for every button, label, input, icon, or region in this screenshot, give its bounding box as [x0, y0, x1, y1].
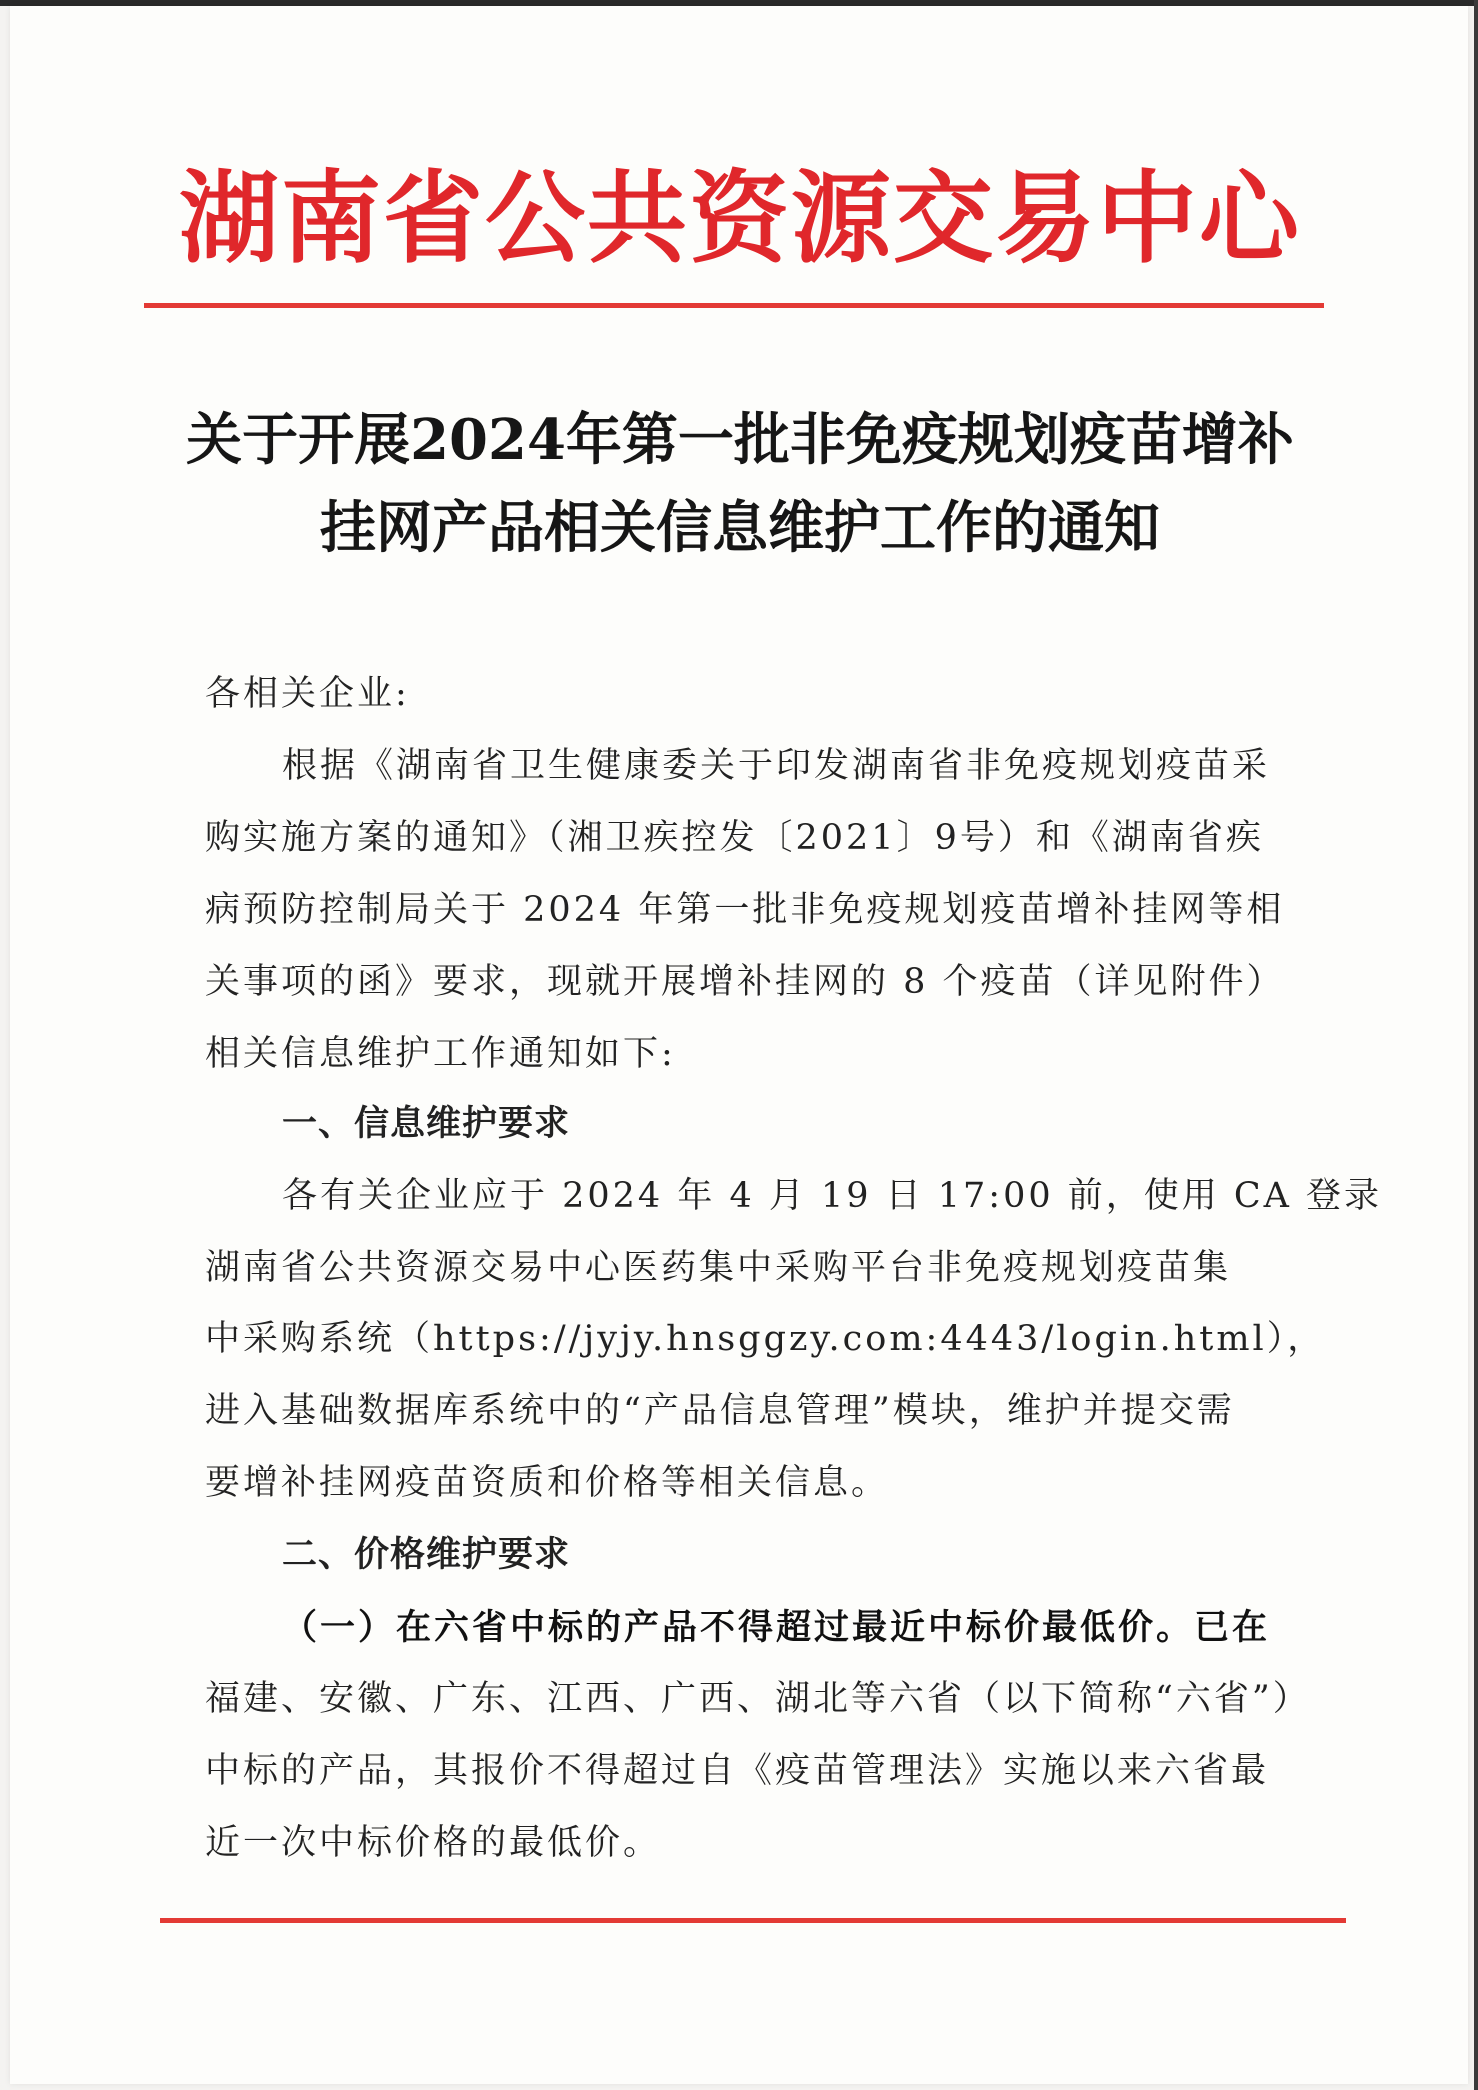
footer-red-rule	[160, 1918, 1346, 1923]
section-1-heading: 一、信息维护要求	[282, 1104, 571, 1144]
paragraph-1-line: 相关信息维护工作通知如下:	[205, 1034, 676, 1074]
paragraph-3-line: 近一次中标价格的最低价。	[205, 1823, 662, 1863]
paragraph-2-line: 中采购系统（https://jyjy.hnsggzy.com:4443/login.html），	[205, 1319, 1326, 1359]
paragraph-1-line: 病预防控制局关于 2024 年第一批非免疫规划疫苗增补挂网等相	[205, 890, 1285, 930]
scan-edge-right	[1474, 0, 1478, 2090]
paragraph-3-line: 中标的产品，其报价不得超过自《疫苗管理法》实施以来六省最	[205, 1751, 1270, 1791]
paragraph-2-line: 湖南省公共资源交易中心医药集中采购平台非免疫规划疫苗集	[205, 1248, 1232, 1288]
paragraph-2-line: 各有关企业应于 2024 年 4 月 19 日 17:00 前，使用 CA 登录	[282, 1176, 1383, 1216]
document-title-line-2: 挂网产品相关信息维护工作的通知	[320, 495, 1160, 561]
letterhead-red-rule	[144, 303, 1324, 308]
salutation: 各相关企业:	[205, 674, 410, 714]
paragraph-3-line: （一）在六省中标的产品不得超过最近中标价最低价。已在	[282, 1607, 1271, 1648]
letterhead-org-name: 湖南省公共资源交易中心	[179, 159, 1301, 277]
paragraph-2-line: 进入基础数据库系统中的“产品信息管理”模块，维护并提交需	[205, 1391, 1235, 1431]
paragraph-1-line: 关事项的函》要求，现就开展增补挂网的 8 个疫苗（详见附件）	[205, 962, 1285, 1002]
paragraph-3-line: 福建、安徽、广东、江西、广西、湖北等六省（以下简称“六省”）	[205, 1679, 1311, 1719]
document-title-line-1: 关于开展2024年第一批非免疫规划疫苗增补	[186, 407, 1294, 473]
paragraph-1-line: 购实施方案的通知》（湘卫疾控发〔2021〕9号）和《湖南省疾	[205, 818, 1264, 858]
paragraph-1-line: 根据《湖南省卫生健康委关于印发湖南省非免疫规划疫苗采	[282, 746, 1271, 786]
paragraph-2-line: 要增补挂网疫苗资质和价格等相关信息。	[205, 1463, 890, 1503]
section-2-heading: 二、价格维护要求	[282, 1535, 571, 1575]
